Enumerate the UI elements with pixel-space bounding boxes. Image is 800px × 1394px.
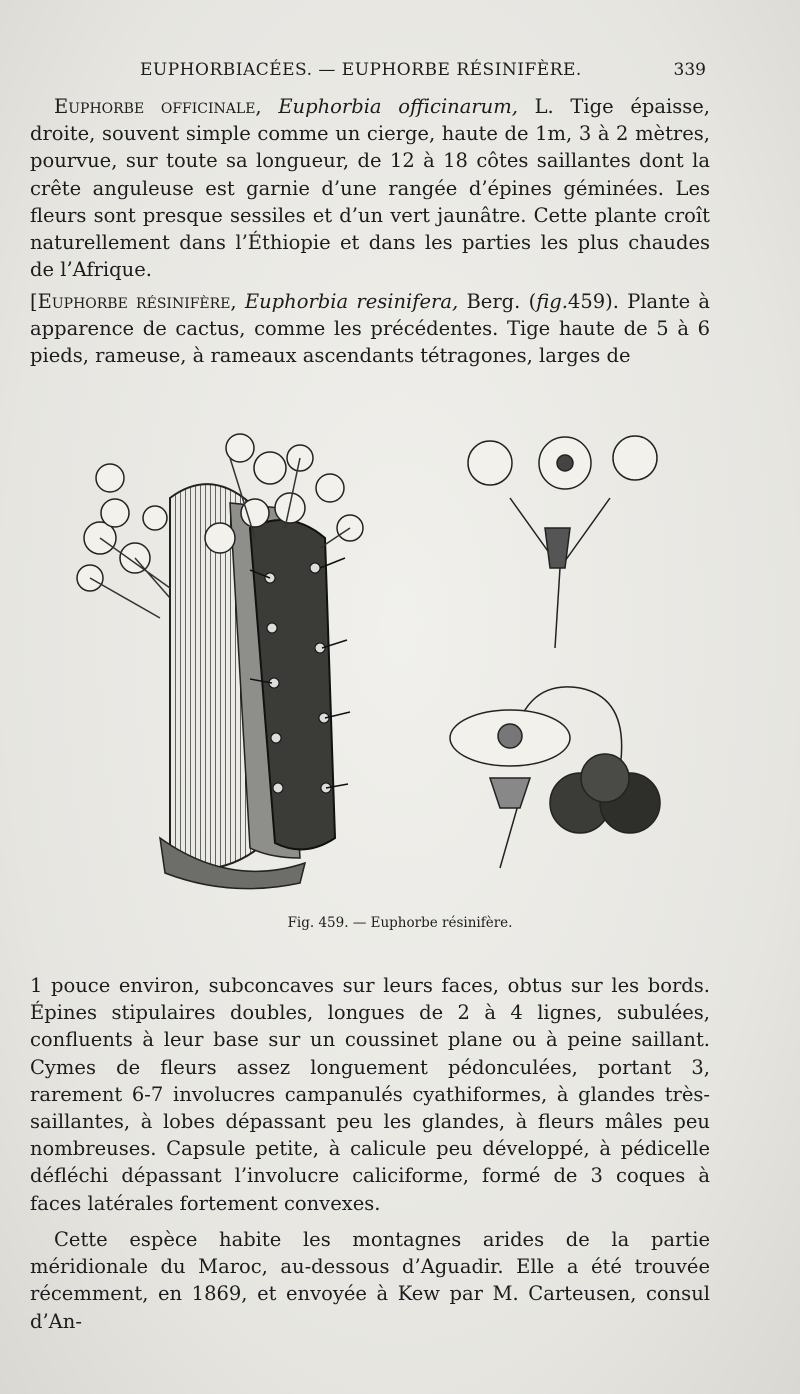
figure-caption: Fig. 459. — Euphorbe résinifère. <box>287 915 513 931</box>
species-name: Euphorbe officinale, <box>54 95 262 118</box>
paragraph-euphorbe-resinifere <box>30 288 710 370</box>
paragraph-habitat: Cette espèce habite les montagnes arides de la partie méridionale du Maroc, au-dessous d’Aguadir. Elle a été trouvée récemment, en 1869, et envoyée à Kew par M. Carteusen, consul d’An- <box>30 1228 710 1333</box>
species-name: Euphorbe résinifère, <box>37 290 237 313</box>
open-bracket: [ <box>30 290 38 313</box>
running-header <box>0 60 800 86</box>
authority: Berg. ( <box>466 290 537 313</box>
paragraph-text: 459). Plante à apparence de cactus, comme les précédentes. Tige haute de 5 à 6 pieds, rameuse, à rameaux ascendants tétragones, larges de <box>30 290 710 368</box>
paragraph-description: 1 pouce environ, subconcaves sur leurs faces, obtus sur les bords. Épines stipulaires doubles, longues de 2 à 4 lignes, subulées, confluents à leur base sur un coussinet plane ou à peine saillant. Cymes de fleurs assez longuement pédonculées, portant 3, rarement 6-7 involucres campanulés cyathiformes, à glandes très-saillantes, à lobes dépassant peu les glandes, à fleurs mâles peu nombreuses. Capsule petite, à calicule peu développé, à pédicelle défléchi dépassant l’involucre caliciforme, formé de 3 coques à faces latérales fortement convexes. <box>30 974 710 1215</box>
euphorbia-illustration <box>60 418 710 898</box>
latin-name: Euphorbia officinarum, <box>278 95 518 118</box>
page-number: 339 <box>673 60 706 80</box>
latin-name: Euphorbia resinifera, <box>244 290 459 313</box>
figure-reference: fig. <box>536 290 568 313</box>
flower-cluster-left <box>77 464 170 618</box>
flower-detail-top-right <box>468 436 657 648</box>
paragraph-text: L. Tige épaisse, droite, souvent simple comme un cierge, haute de 1m, 3 à 2 mètres, pourvue, sur toute sa longueur, de 12 à 18 côtes saillantes dont la crête anguleuse est garnie d’une rangée d’épines géminées. Les fleurs sont presque sessiles et d’un vert jaunâtre. Cette plante croît naturellement dans l’Éthiopie et dans les parties les plus chaudes de l’Afrique. <box>30 95 711 282</box>
paragraph-euphorbe-officinale <box>30 93 710 283</box>
capsule-detail <box>450 687 660 868</box>
running-title: EUPHORBIACÉES. — EUPHORBE RÉSINIFÈRE. <box>140 60 582 80</box>
